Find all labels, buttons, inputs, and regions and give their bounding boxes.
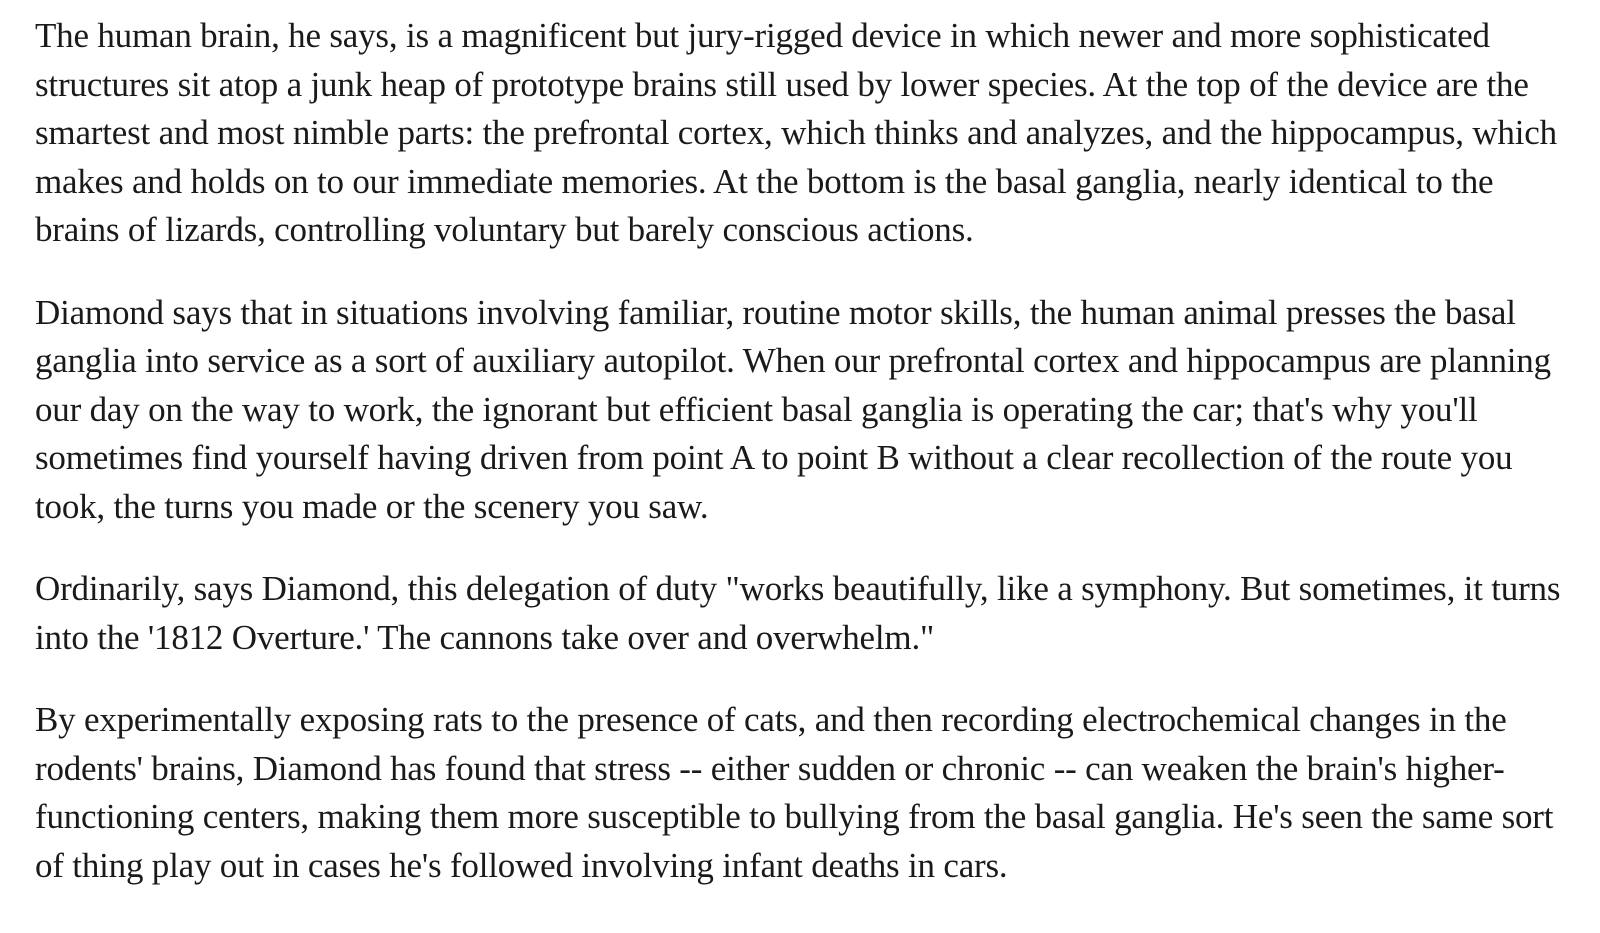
article-body xyxy=(35,12,1575,924)
paragraph-4: By experimentally exposing rats to the presence of cats, and then recording electrochemical changes in the rodents' brains, Diamond has found that stress -- either sudden or chronic -- can weaken the brain's higher-functioning centers, making them more susceptible to bullying from the basal ganglia. He's seen the same sort of thing play out in cases he's followed involving infant deaths in cars. xyxy=(35,700,1554,885)
paragraph-1: The human brain, he says, is a magnificent but jury-rigged device in which newer and more sophisticated structures sit atop a junk heap of prototype brains still used by lower species. At the top of the device are the smartest and most nimble parts: the prefrontal cortex, which thinks and analyzes, and the hippocampus, which makes and holds on to our immediate memories. At the bottom is the basal ganglia, nearly identical to the brains of lizards, controlling voluntary but barely conscious actions. xyxy=(35,16,1557,249)
paragraph-3: Ordinarily, says Diamond, this delegation of duty "works beautifully, like a symphony. But sometimes, it turns into the '1812 Overture.' The cannons take over and overwhelm." xyxy=(35,569,1561,657)
paragraph-2: Diamond says that in situations involving familiar, routine motor skills, the human animal presses the basal ganglia into service as a sort of auxiliary autopilot. When our prefrontal cortex and hippocampus are planning our day on the way to work, the ignorant but efficient basal ganglia is operating the car; that's why you'll sometimes find yourself having driven from point A to point B without a clear recollection of the route you took, the turns you made or the scenery you saw. xyxy=(35,292,1551,526)
